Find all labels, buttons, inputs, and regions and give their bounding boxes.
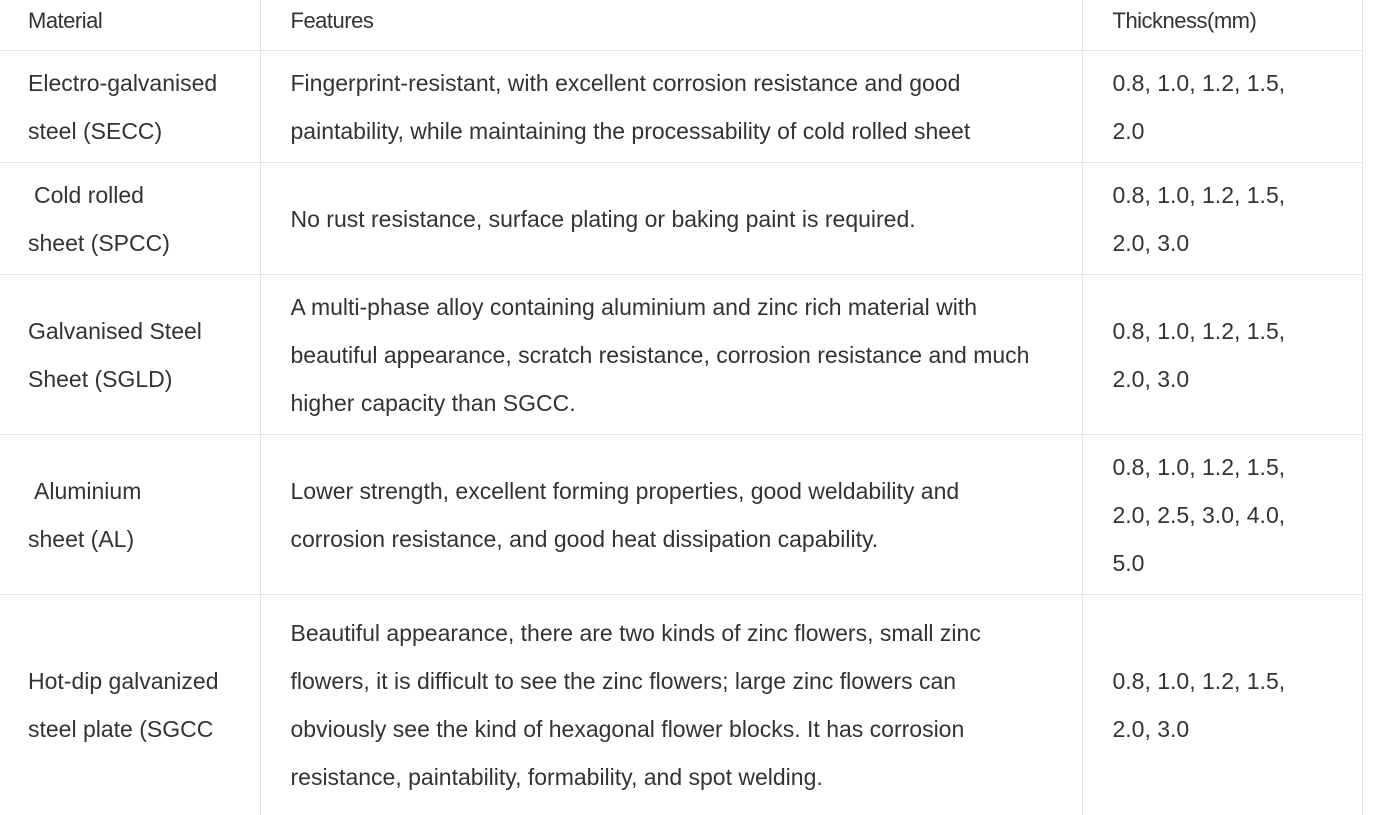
table-row [0, 163, 1362, 275]
material-name-line: Electro-galvanised [28, 70, 217, 96]
material-name-line: Cold rolled [28, 182, 144, 208]
table-row [0, 275, 1362, 435]
thickness-cell: 0.8, 1.0, 1.2, 1.5, 2.0, 2.5, 3.0, 4.0, 5.0 [1082, 435, 1362, 595]
features-cell: A multi-phase alloy containing aluminium and zinc rich material with beautiful appearance, scratch resistance, corrosion resistance and much higher capacity than SGCC. [260, 275, 1082, 435]
material-name-line: sheet (AL) [28, 526, 134, 552]
features-cell: No rust resistance, surface plating or baking paint is required. [260, 163, 1082, 275]
table-row [0, 51, 1362, 163]
features-cell: Fingerprint-resistant, with excellent corrosion resistance and good paintability, while maintaining the processability of cold rolled sheet [260, 51, 1082, 163]
thickness-cell: 0.8, 1.0, 1.2, 1.5, 2.0 [1082, 51, 1362, 163]
header-material: Material [0, 0, 260, 51]
thickness-cell: 0.8, 1.0, 1.2, 1.5, 2.0, 3.0 [1082, 595, 1362, 815]
thickness-cell: 0.8, 1.0, 1.2, 1.5, 2.0, 3.0 [1082, 275, 1362, 435]
material-name-line: Sheet (SGLD) [28, 366, 172, 392]
material-cell [0, 275, 260, 435]
table-row [0, 435, 1362, 595]
material-name-line: steel (SECC) [28, 118, 162, 144]
material-cell [0, 51, 260, 163]
material-name-line: Hot-dip galvanized [28, 668, 219, 694]
table-header-row [0, 0, 1362, 51]
material-cell [0, 435, 260, 595]
thickness-cell: 0.8, 1.0, 1.2, 1.5, 2.0, 3.0 [1082, 163, 1362, 275]
header-features: Features [260, 0, 1082, 51]
material-name-line: Aluminium [28, 478, 141, 504]
material-cell [0, 595, 260, 815]
material-name-line: steel plate (SGCC [28, 716, 213, 742]
header-thickness: Thickness(mm) [1082, 0, 1362, 51]
material-name-line: Galvanised Steel [28, 318, 202, 344]
material-name-line: sheet (SPCC) [28, 230, 170, 256]
table-row [0, 595, 1362, 815]
features-cell: Lower strength, excellent forming properties, good weldability and corrosion resistance, and good heat dissipation capability. [260, 435, 1082, 595]
material-cell [0, 163, 260, 275]
features-cell: Beautiful appearance, there are two kinds of zinc flowers, small zinc flowers, it is difficult to see the zinc flowers; large zinc flowers can obviously see the kind of hexagonal flower blocks. It has corrosion resistance, paintability, formability, and spot welding. [260, 595, 1082, 815]
